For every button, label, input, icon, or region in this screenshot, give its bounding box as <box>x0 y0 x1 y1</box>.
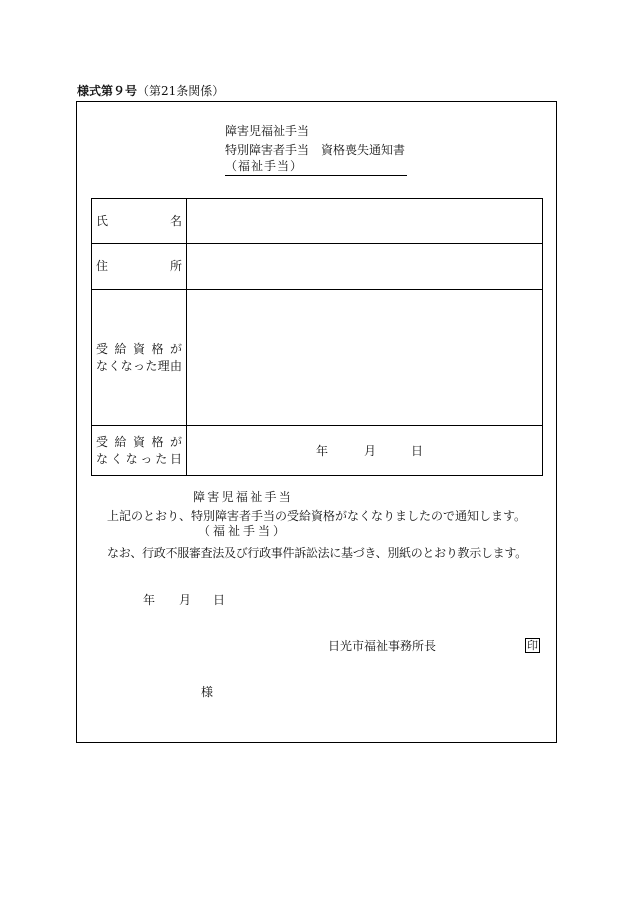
label-char: な <box>125 451 138 466</box>
label-char: 氏 <box>96 213 109 228</box>
form-header <box>77 85 224 97</box>
label-char: 住 <box>96 259 109 273</box>
lost-date-day-unit: 日 <box>411 444 424 458</box>
label-char: が <box>169 434 182 449</box>
label-char: 日 <box>169 451 182 466</box>
label-char: く <box>108 358 121 373</box>
address-value-cell <box>187 244 542 289</box>
issuer-name: 日光市福祉事務所長 <box>328 639 437 653</box>
label-char: く <box>110 451 123 466</box>
lost-date-month-unit: 月 <box>364 444 377 458</box>
label-char: な <box>96 358 109 373</box>
table-row-address <box>92 243 542 289</box>
issue-date-day-unit: 日 <box>213 593 226 607</box>
title-line-3: （福祉手当） <box>225 159 304 173</box>
label-char: 給 <box>114 434 127 449</box>
title-line-1: 障害児福祉手当 <box>225 124 310 138</box>
form-table <box>91 198 543 476</box>
form-number: 様式第９号 <box>77 84 138 98</box>
label-char: っ <box>132 358 145 373</box>
issue-date-year-unit: 年 <box>143 593 156 607</box>
label-char: 所 <box>169 259 182 273</box>
related-article: （第21条関係） <box>137 84 225 98</box>
name-label <box>96 213 182 230</box>
title-line-2: 特別障害者手当 資格喪失通知書 <box>225 143 406 157</box>
label-char: 資 <box>132 341 145 356</box>
label-char: な <box>120 358 133 373</box>
label-char: 由 <box>169 358 182 373</box>
notice-allowance-welfare: （福祉手当） <box>198 524 289 538</box>
address-label-cell <box>92 244 187 289</box>
label-char: っ <box>140 451 153 466</box>
seal-mark: 印 <box>527 639 538 652</box>
title-underline <box>225 175 407 176</box>
reason-value-cell <box>187 290 542 425</box>
lost-date-label-line-1 <box>96 434 182 451</box>
issue-date-month-unit: 月 <box>179 593 192 607</box>
table-row-name <box>92 199 542 243</box>
lost-date-label-cell <box>92 426 187 475</box>
recipient-honorific: 様 <box>201 685 214 699</box>
appeal-notice: なお、行政不服審査法及び行政事件訴訟法に基づき、別紙のとおり教示します。 <box>107 546 527 560</box>
table-row-lost-date <box>92 425 542 475</box>
reason-label-line-1 <box>96 341 182 358</box>
label-char: 格 <box>151 341 164 356</box>
lost-date-label-line-2 <box>96 451 182 468</box>
reason-label-line-2 <box>96 358 182 375</box>
name-label-cell <box>92 199 187 243</box>
label-char: 給 <box>114 341 127 356</box>
label-char: 受 <box>96 341 109 356</box>
table-row-reason <box>92 289 542 425</box>
label-char: た <box>145 358 158 373</box>
label-char: な <box>96 451 109 466</box>
label-char: た <box>155 451 168 466</box>
address-label <box>96 258 182 275</box>
name-value-cell <box>187 199 542 243</box>
label-char: が <box>169 341 182 356</box>
label-char: 資 <box>132 434 145 449</box>
reason-label-cell <box>92 290 187 425</box>
lost-date-year-unit: 年 <box>316 444 329 458</box>
lost-date-value-cell <box>187 426 542 475</box>
label-char: 名 <box>169 213 182 228</box>
label-char: 理 <box>157 358 170 373</box>
label-char: 受 <box>96 434 109 449</box>
label-char: 格 <box>151 434 164 449</box>
notice-main-text: 上記のとおり、特別障害者手当の受給資格がなくなりましたので通知します。 <box>107 509 527 523</box>
notice-allowance-child: 障害児福祉手当 <box>193 490 294 504</box>
